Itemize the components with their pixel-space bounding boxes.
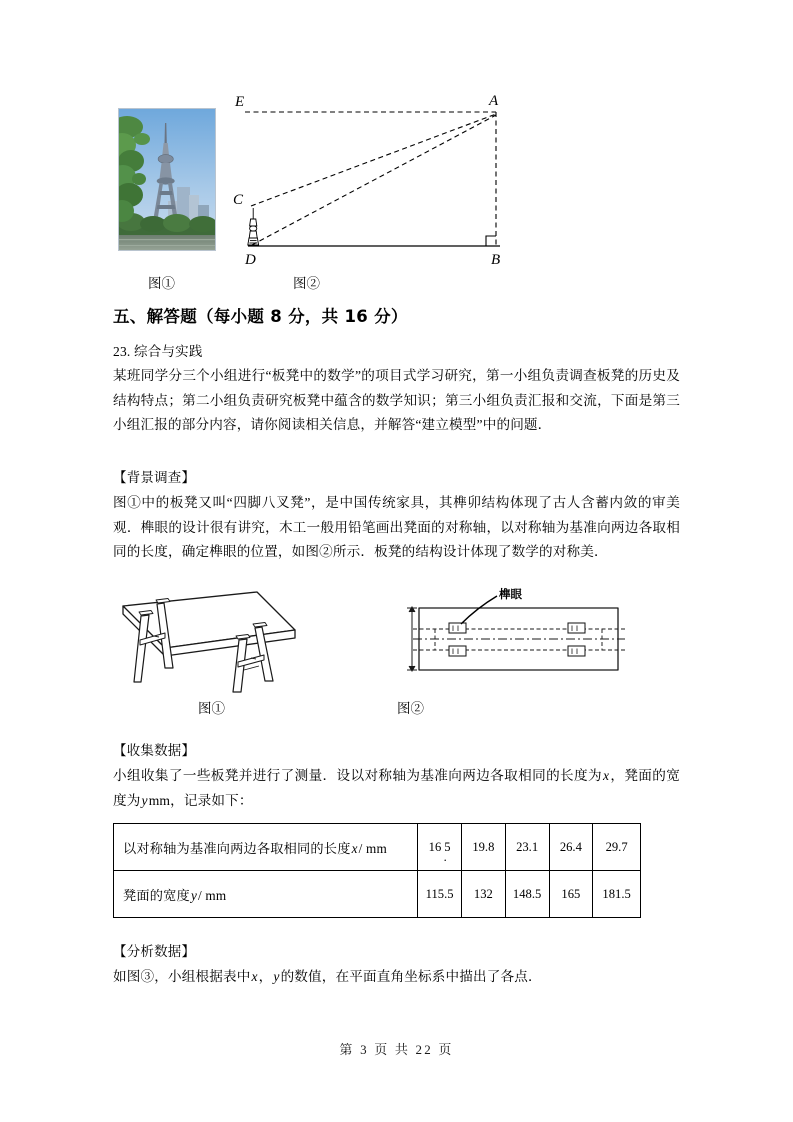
row-label-x-unit: / mm <box>358 840 387 856</box>
table-row-y <box>114 871 641 918</box>
cell-x-3: 23.1 <box>505 824 549 871</box>
bench-figure-block <box>113 586 633 694</box>
question-number: 23. 综合与实践 <box>113 344 203 359</box>
cell-x-2: 19.8 <box>462 824 506 871</box>
analyze-var-x: x <box>251 969 258 984</box>
background-section-label: 【背景调查】 <box>113 470 196 485</box>
section-heading: 五、解答题（每小题 8 分，共 16 分） <box>113 307 408 326</box>
caption-figure-1: 图① <box>148 276 175 291</box>
analyze-comma: ， <box>258 969 273 984</box>
row-label-y-var: y <box>190 887 197 903</box>
background-paragraph: 图①中的板凳又叫“四脚八叉凳”，是中国传统家具，其榫卯结构体现了古人含蓄内敛的审美观．榫眼的设计很有讲究，木工一般用铅笔画出凳面的对称轴，以对称轴为基准向两边各取相同的长度，确定榫眼的位置，如图②所示．板凳的结构设计体现了数学的对称美． <box>113 495 680 559</box>
collect-paragraph <box>113 764 680 813</box>
top-figure-block <box>113 88 633 288</box>
vertex-label-A: A <box>489 93 499 109</box>
top-figure-captions <box>113 272 633 294</box>
vertex-label-D: D <box>245 252 256 268</box>
collect-text-1: 小组收集了一些板凳并进行了测量．设以对称轴为基准向两边各取相同的长度为 <box>113 768 602 783</box>
row-label-x-var: x <box>351 840 358 856</box>
cell-x-4: 26.4 <box>549 824 593 871</box>
collect-section-label: 【收集数据】 <box>113 743 196 758</box>
bench-caption-1: 图① <box>198 701 225 716</box>
tv-tower-photo-svg <box>119 109 216 251</box>
analyze-paragraph <box>113 965 680 990</box>
cell-y-3: 148.5 <box>505 871 549 918</box>
row-label-y-text: 凳面的宽度 <box>123 887 190 903</box>
mortise-annotation-label: 榫眼 <box>499 587 522 601</box>
analyze-text-2: 的数值，在平面直角坐标系中描出了各点． <box>280 969 542 984</box>
vertex-label-C: C <box>233 192 244 208</box>
bench-figures-svg <box>113 586 633 694</box>
page-footer: 第 3 页 共 22 页 <box>339 1042 454 1057</box>
row-label-x <box>114 824 418 871</box>
collect-unit-mm: mm <box>148 792 171 808</box>
geometry-diagram <box>223 88 623 278</box>
bench-caption-2: 图② <box>397 701 424 716</box>
collect-text-2: ，凳面的 <box>610 768 667 783</box>
analyze-text-1: 如图③，小组根据表中 <box>113 969 251 984</box>
cell-x-1 <box>418 824 462 871</box>
analyze-var-y: y <box>273 969 280 984</box>
cell-x-5: 29.7 <box>593 824 641 871</box>
collect-text-3: 宽度为 <box>113 768 680 808</box>
analyze-section-label: 【分析数据】 <box>113 944 196 959</box>
table-row-x <box>114 824 641 871</box>
tv-tower-photo <box>118 108 216 251</box>
intro-paragraph: 某班同学分三个小组进行“板凳中的数学”的项目式学习研究，第一小组负责调查板凳的历史及结构特点；第二小组负责研究板凳中蕴含的数学知识；第三小组负责汇报和交流，下面是第三小组汇报的部分内容，请你阅读相关信息，并解答“建立模型”中的问题． <box>113 368 680 432</box>
measurement-data-table <box>113 823 641 918</box>
geometry-diagram-svg <box>223 88 623 278</box>
cell-y-2: 132 <box>462 871 506 918</box>
vertex-label-E: E <box>235 94 245 110</box>
cell-y-1: 115.5 <box>418 871 462 918</box>
row-label-x-text: 以对称轴为基准向两边各取相同的长度 <box>123 840 351 856</box>
vertex-label-B: B <box>491 252 501 268</box>
collect-var-x: x <box>602 768 610 783</box>
cell-x-1-value: 16 5 . <box>428 839 451 864</box>
row-label-y <box>114 871 418 918</box>
row-label-y-unit: / mm <box>198 887 227 903</box>
cell-y-4: 165 <box>549 871 593 918</box>
collect-var-y: y <box>141 792 148 808</box>
caption-figure-2: 图② <box>293 276 320 291</box>
collect-text-4: ，记录如下： <box>170 792 253 808</box>
cell-y-5: 181.5 <box>593 871 641 918</box>
